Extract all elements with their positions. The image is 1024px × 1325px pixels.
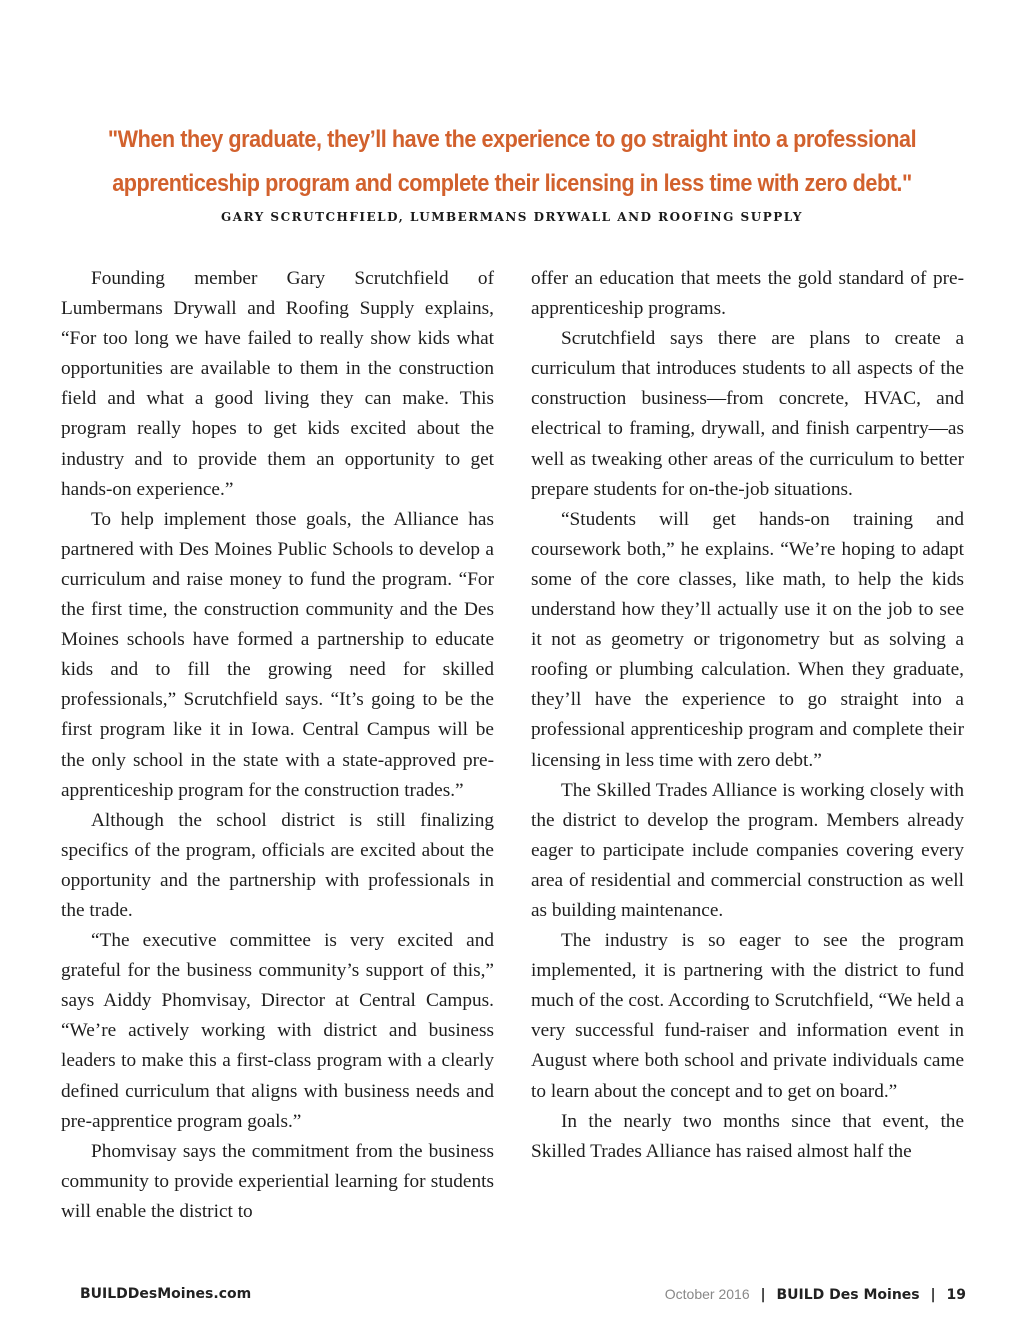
pull-quote-line-2: apprenticeship program and complete their licensing in less time with zero debt."	[112, 170, 912, 197]
paragraph: The industry is so eager to see the program implemented, it is partnering with the district to fund much of the cost. According to Scrutchfield, “We held a very successful fund-raiser and information event in August where both school and private individuals came to learn about the concept and to get on board.”	[531, 930, 964, 1102]
paragraph: Phomvisay says the commitment from the business community to provide experiential learning for students will enable the district to	[61, 1140, 494, 1222]
footer-page-number: 19	[946, 1287, 966, 1303]
paragraph: The Skilled Trades Alliance is working closely with the district to develop the program. Members already eager to participate include companies covering every area of residential and commercial construction as well as building maintenance.	[531, 779, 964, 921]
footer-folio	[665, 1286, 966, 1303]
article-column-right	[531, 264, 964, 1167]
footer-separator: |	[760, 1287, 766, 1303]
paragraph: To help implement those goals, the Alliance has partnered with Des Moines Public Schools to develop a curriculum and raise money to fund the program. “For the first time, the construction community and the Des Moines schools have formed a partnership to educate kids and to fill the growing need for skilled professionals,” Scrutchfield says. “It’s going to be the first program like it in Iowa. Central Campus will be the only school in the state with a state-approved pre-apprenticeship program for the construction trades.”	[61, 508, 494, 801]
footer-separator: |	[930, 1287, 936, 1303]
paragraph: Scrutchfield says there are plans to create a curriculum that introduces students to all aspects of the construction business—from concrete, HVAC, and electrical to framing, drywall, and finish carpentry—as well as tweaking other areas of the curriculum to better prepare students for on-the-job situations.	[531, 328, 964, 500]
pull-quote-line-1: "When they graduate, they’ll have the experience to go straight into a professional	[107, 126, 917, 153]
paragraph: “Students will get hands-on training and coursework both,” he explains. “We’re hoping to adapt some of the core classes, like math, to help the kids understand how they’ll actually use it on the job to see it not as geometry or trigonometry but as solving a roofing or plumbing calculation. When they graduate, they’ll have the experience to go straight into a professional apprenticeship program and complete their licensing in less time with zero debt.”	[531, 508, 964, 771]
paragraph: Although the school district is still finalizing specifics of the program, officials are excited about the opportunity and the partnership with professionals in the trade.	[61, 809, 494, 921]
footer-date: October 2016	[664, 1286, 750, 1302]
paragraph: “The executive committee is very excited and grateful for the business community’s support of this,” says Aiddy Phomvisay, Director at Central Campus. “We’re actively working with district and business leaders to make this a first-class program with a clearly defined curriculum that aligns with business needs and pre-apprentice program goals.”	[61, 930, 494, 1132]
pull-quote-attribution: GARY SCRUTCHFIELD, LUMBERMANS DRYWALL AND ROOFING SUPPLY	[221, 210, 803, 224]
footer-website: BUILDDesMoines.com	[80, 1286, 252, 1302]
page-footer	[0, 1286, 1024, 1308]
pull-quote	[0, 118, 1024, 224]
paragraph: In the nearly two months since that event, the Skilled Trades Alliance has raised almost half the	[531, 1110, 964, 1162]
footer-publication: BUILD Des Moines	[776, 1287, 920, 1303]
article-column-left	[61, 264, 494, 1227]
paragraph: Founding member Gary Scrutchfield of Lumbermans Drywall and Roofing Supply explains, “For too long we have failed to really show kids what opportunities are available to them in the construction field and what a good living they can make. This program really hopes to get kids excited about the industry and to provide them an opportunity to get hands-on experience.”	[61, 268, 494, 500]
paragraph-continuation: offer an education that meets the gold standard of pre-apprenticeship programs.	[531, 268, 964, 320]
